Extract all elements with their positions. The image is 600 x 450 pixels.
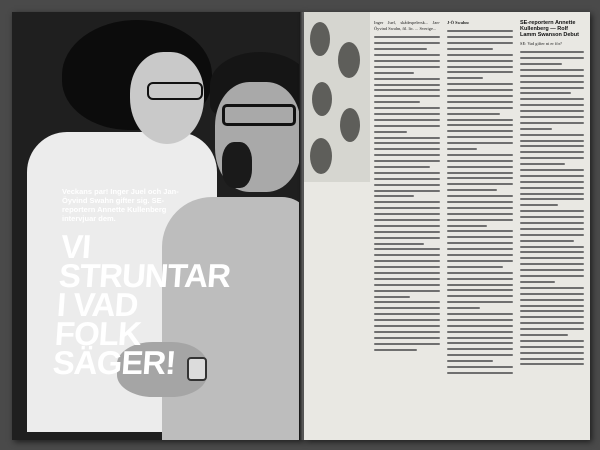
headline-line: VI (59, 228, 92, 265)
left-page-photo (12, 12, 302, 440)
column-lines (447, 30, 513, 374)
column-text: J-Ö Swahn: (447, 20, 470, 25)
text-column-3 (520, 20, 584, 369)
headline-line: SÄGER! (51, 344, 177, 381)
magazine-spread (12, 12, 590, 440)
text-column-2 (447, 20, 513, 378)
curtain-pattern (340, 108, 360, 142)
right-page-text (304, 12, 590, 440)
curtain-photo (304, 12, 370, 182)
glasses-icon (147, 82, 203, 100)
man-beard (222, 142, 252, 188)
curtain-pattern (310, 22, 330, 56)
glasses-icon (222, 104, 296, 126)
headline-line: FOLK (53, 315, 143, 352)
column-lines (520, 51, 584, 365)
column-heading: SE-reportern Annette Kullenberg — Rolf Lamm Swanson Debut (520, 20, 579, 38)
curtain-pattern (312, 82, 332, 116)
curtain-pattern (338, 42, 360, 78)
curtain-pattern (310, 138, 332, 174)
column-text: SE: Vad gifter ni er för? (520, 41, 562, 46)
column-text: Inger Juel, skådespelersk... Jan-Öyvind Swahn, fil. lic. ... Sverige... (374, 20, 440, 32)
article-headline (51, 228, 252, 381)
column-lines (374, 36, 440, 350)
photo-caption: Veckans par! Inger Juel och Jan-Öyvind Swahn gifter sig. SE-reportern Annette Kullenberg intervjuar dem. (62, 187, 179, 223)
headline-line: I VAD (55, 286, 139, 323)
headline-line: STRUNTAR (57, 257, 232, 294)
text-column-1 (374, 20, 440, 355)
